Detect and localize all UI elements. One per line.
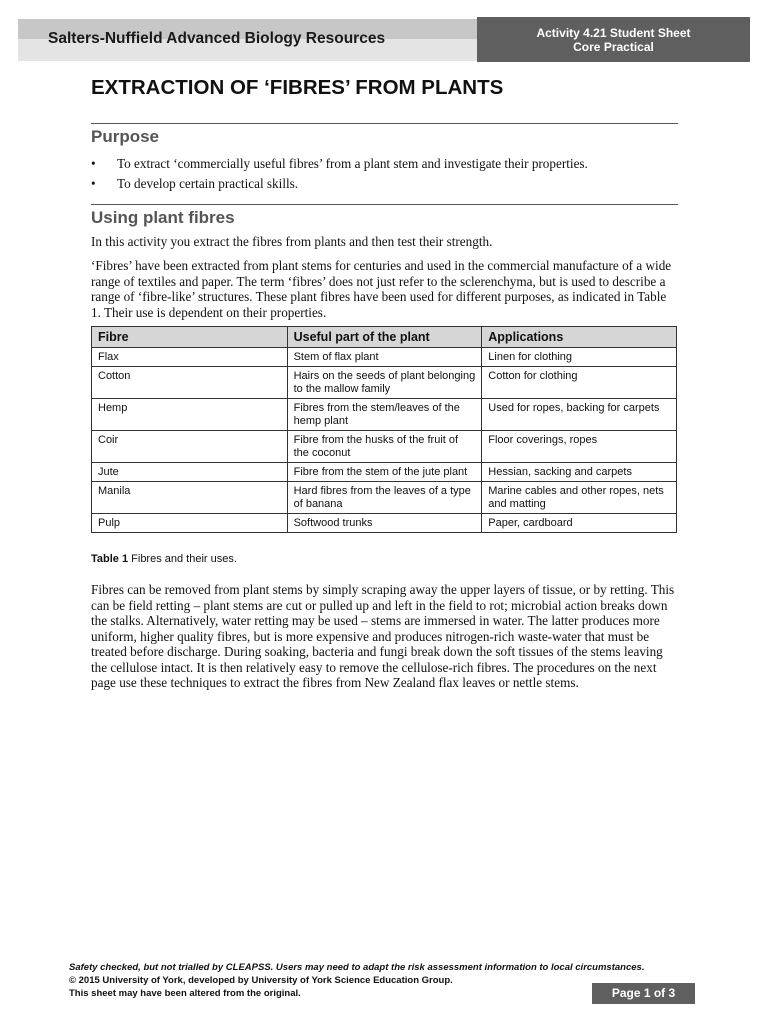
- table-row: [92, 482, 677, 514]
- section-divider: [91, 123, 678, 124]
- table-caption-text: Fibres and their uses.: [128, 553, 237, 565]
- fibres-paragraph: ‘Fibres’ have been extracted from plant stems for centuries and used in the commercial manufacture of a wide range of textiles and paper. The term ‘fibres’ does not just refer to the sclerenchyma, but is used to describe a range of ‘fibre-like’ structures. These plant fibres have been used for different purposes, as indicated in Table 1. Their use is dependent on their properties.: [91, 258, 672, 320]
- column-header-applications: Applications: [482, 327, 677, 348]
- useful-part-cell: Fibres from the stem/leaves of the hemp plant: [287, 399, 482, 431]
- series-title: Salters-Nuffield Advanced Biology Resources: [48, 30, 386, 47]
- fibre-cell: Hemp: [92, 399, 288, 431]
- page-number-badge: Page 1 of 3: [592, 983, 695, 1004]
- using-fibres-heading: Using plant fibres: [91, 208, 235, 227]
- table-row: [92, 514, 677, 533]
- safety-note: Safety checked, but not trialled by CLEAPSS. Users may need to adapt the risk assessment information to local circumstances.: [69, 962, 645, 973]
- practical-type-label: Core Practical: [573, 40, 654, 54]
- table-row: [92, 463, 677, 482]
- applications-cell: Paper, cardboard: [482, 514, 677, 533]
- useful-part-cell: Fibre from the stem of the jute plant: [287, 463, 482, 482]
- fibre-cell: Cotton: [92, 367, 288, 399]
- fibre-cell: Coir: [92, 431, 288, 463]
- header-series-banner: [18, 19, 480, 61]
- useful-part-cell: Hairs on the seeds of plant belonging to the mallow family: [287, 367, 482, 399]
- useful-part-cell: Fibre from the husks of the fruit of the coconut: [287, 431, 482, 463]
- fibres-table: [91, 326, 677, 533]
- purpose-heading: Purpose: [91, 127, 160, 146]
- table-row: [92, 431, 677, 463]
- purpose-item: • To extract ‘commercially useful fibres’ from a plant stem and investigate their properties.: [91, 154, 681, 174]
- activity-label: Activity 4.21 Student Sheet: [536, 26, 691, 40]
- applications-cell: Floor coverings, ropes: [482, 431, 677, 463]
- fibre-cell: Jute: [92, 463, 288, 482]
- table-row: [92, 348, 677, 367]
- useful-part-cell: Softwood trunks: [287, 514, 482, 533]
- purpose-item: • To develop certain practical skills.: [91, 174, 681, 194]
- applications-cell: Marine cables and other ropes, nets and matting: [482, 482, 677, 514]
- table-caption-label: Table 1: [91, 553, 129, 565]
- fibre-cell: Flax: [92, 348, 288, 367]
- applications-cell: Hessian, sacking and carpets: [482, 463, 677, 482]
- section-divider: [91, 204, 678, 205]
- useful-part-cell: Hard fibres from the leaves of a type of banana: [287, 482, 482, 514]
- column-header-fibre: Fibre: [92, 327, 288, 348]
- copyright-note: © 2015 University of York, developed by University of York Science Education Group.: [69, 975, 453, 986]
- column-header-useful-part: Useful part of the plant: [287, 327, 482, 348]
- altered-note: This sheet may have been altered from the original.: [69, 988, 301, 999]
- header-activity-box: [477, 17, 750, 62]
- table-header-row: [92, 327, 677, 348]
- retting-paragraph: Fibres can be removed from plant stems by simply scraping away the upper layers of tissue, or by retting. This can be field retting – plant stems are cut or pulled up and left in the field to rot; microbial action breaks down the stalks. Alternatively, water retting may be used – stems are immersed in water. The latter produces more uniform, higher quality fibres, but is more expensive and produces nitrogen-rich waste-water that must be treated before discharge. During soaking, bacteria and fungi break down the soft tissues of the stems leaving the cellulose intact. It is then relatively easy to remove the cellulose-rich fibres. The procedures on the next page use these techniques to extract the fibres from New Zealand flax leaves or nettle stems.: [91, 582, 675, 690]
- intro-paragraph: In this activity you extract the fibres from plants and then test their strength.: [91, 234, 493, 249]
- applications-cell: Linen for clothing: [482, 348, 677, 367]
- table-caption: [91, 553, 237, 565]
- purpose-list: [91, 154, 681, 194]
- applications-cell: Cotton for clothing: [482, 367, 677, 399]
- fibre-cell: Manila: [92, 482, 288, 514]
- table-row: [92, 367, 677, 399]
- fibre-cell: Pulp: [92, 514, 288, 533]
- useful-part-cell: Stem of flax plant: [287, 348, 482, 367]
- applications-cell: Used for ropes, backing for carpets: [482, 399, 677, 431]
- table-row: [92, 399, 677, 431]
- document-title: EXTRACTION OF ‘FIBRES’ FROM PLANTS: [91, 76, 504, 99]
